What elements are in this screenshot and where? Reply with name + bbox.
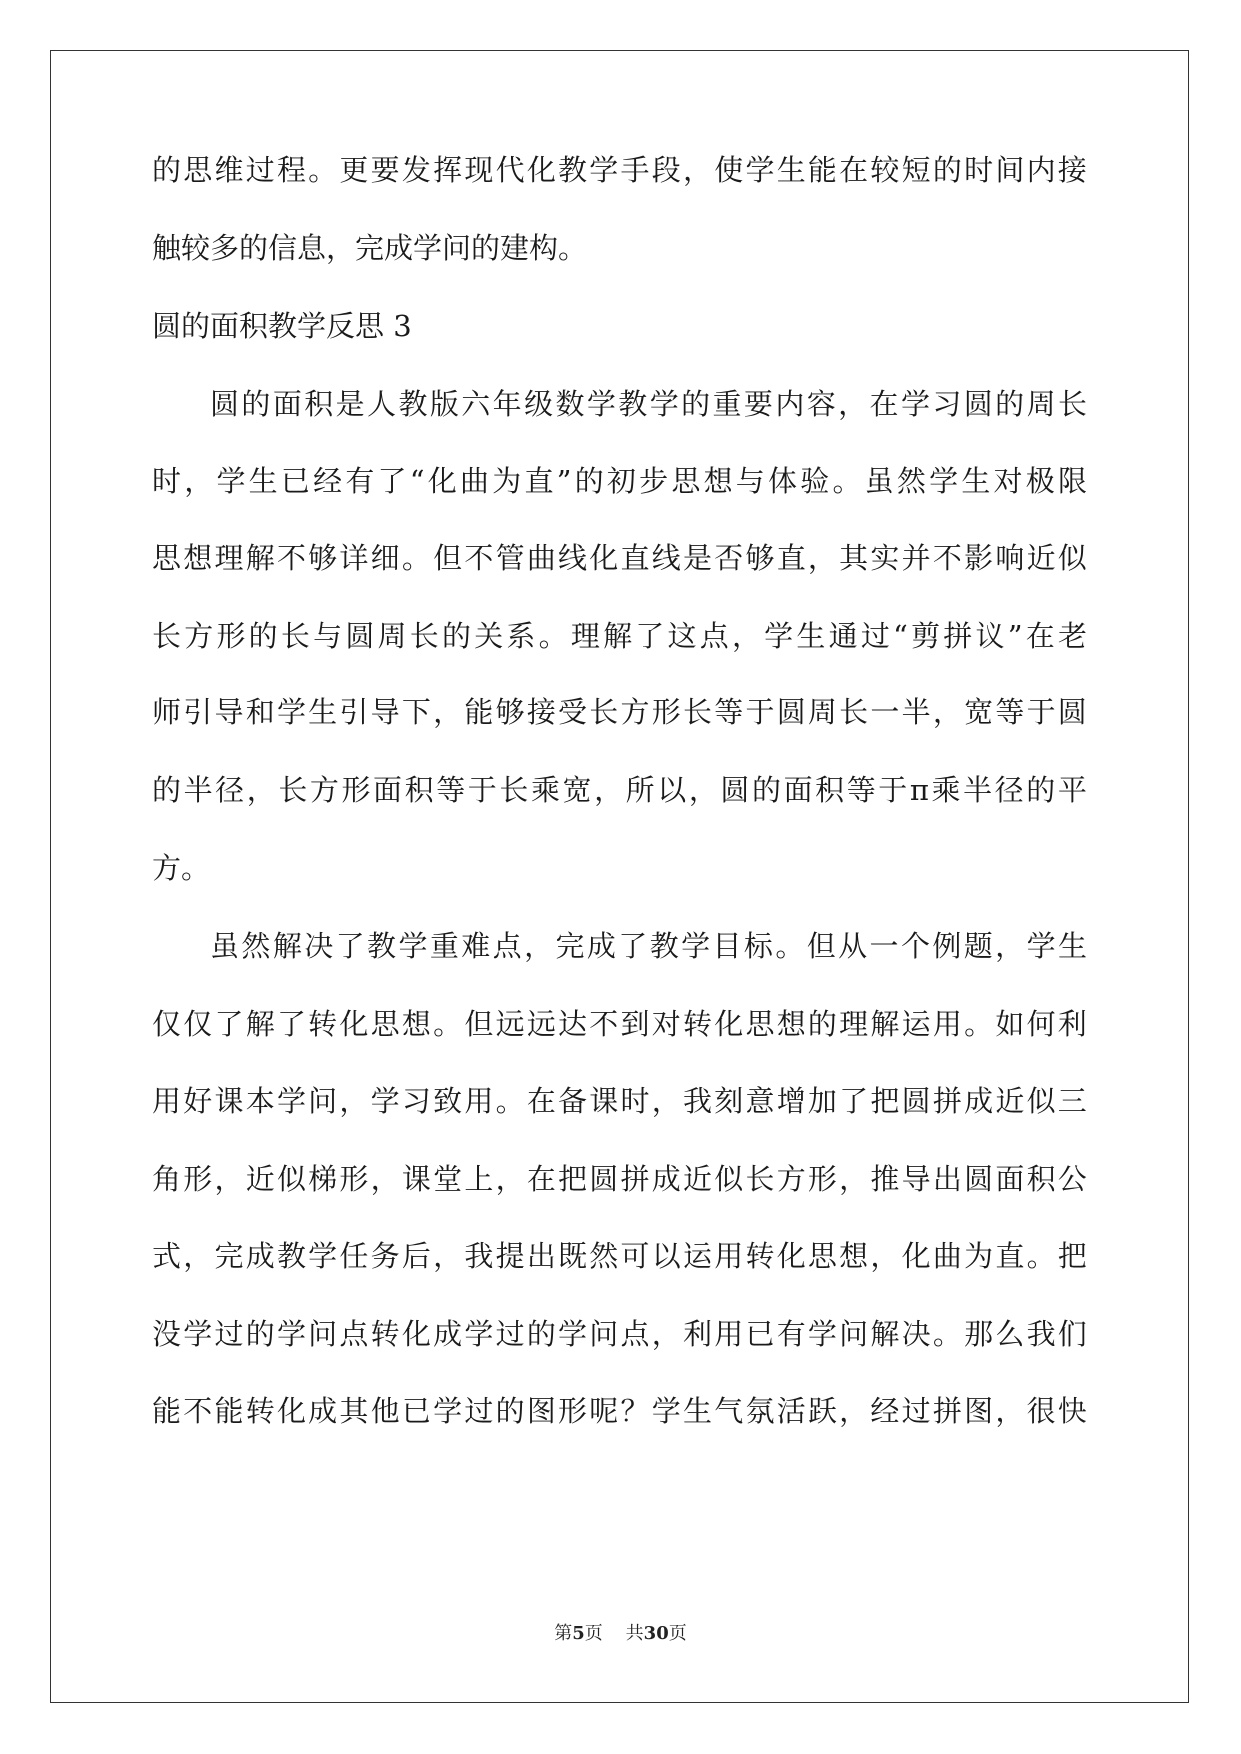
footer-total-prefix: 共 [625, 1623, 644, 1644]
text-line: 式 ， 完 成 教 学 任 务 后 ， 我 提 出 既 然 可 以 运 用 转 化 思 想 ， 化 曲 为 直 。 把 [152, 1239, 1087, 1273]
page-border [50, 50, 1189, 1703]
section-heading: 圆的面积教学反思 3 [152, 309, 412, 343]
text-line: 虽 然 解 决 了 教 学 重 难 点 ， 完 成 了 教 学 目 标 。 但 从 一 个 例 题 ， 学 生 [210, 929, 1087, 963]
total-page-number: 30 [643, 1623, 669, 1644]
footer-total-suffix: 页 [668, 1623, 687, 1644]
text-line: 的 思 维 过 程 。 更 要 发 挥 现 代 化 教 学 手 段 ， 使 学 生 能 在 较 短 的 时 间 内 接 [152, 153, 1087, 187]
footer-prefix: 第 [554, 1623, 573, 1644]
text-line: 思 想 理 解 不 够 详 细 。 但 不 管 曲 线 化 直 线 是 否 够 直 ， 其 实 并 不 影 响 近 似 [152, 541, 1087, 575]
current-page-number: 5 [572, 1623, 585, 1644]
page-footer [0, 1619, 1241, 1645]
text-line: 时 ， 学 生 已 经 有 了 “ 化 曲 为 直 ” 的 初 步 思 想 与 体 验 。 虽 然 学 生 对 极 限 [152, 464, 1087, 498]
text-line: 能 不 能 转 化 成 其 他 已 学 过 的 图 形 呢 ？ 学 生 气 氛 活 跃 ， 经 过 拼 图 ， 很 快 [152, 1394, 1087, 1428]
footer-page-word: 页 [584, 1623, 603, 1644]
text-line: 角 形 ， 近 似 梯 形 ， 课 堂 上 ， 在 把 圆 拼 成 近 似 长 方 形 ， 推 导 出 圆 面 积 公 [152, 1162, 1087, 1196]
text-line: 的 半 径 ， 长 方 形 面 积 等 于 长 乘 宽 ， 所 以 ， 圆 的 面 积 等 于 π 乘 半 径 的 平 [152, 773, 1087, 807]
text-line: 用 好 课 本 学 问 ， 学 习 致 用 。 在 备 课 时 ， 我 刻 意 增 加 了 把 圆 拼 成 近 似 三 [152, 1084, 1087, 1118]
text-line: 触较多的信息，完成学问的建构。 [152, 231, 588, 265]
text-line: 圆 的 面 积 是 人 教 版 六 年 级 数 学 教 学 的 重 要 内 容 ， 在 学 习 圆 的 周 长 [210, 387, 1087, 421]
text-line: 长 方 形 的 长 与 圆 周 长 的 关 系 。 理 解 了 这 点 ， 学 生 通 过 “ 剪 拼 议 ” 在 老 [152, 619, 1087, 653]
text-line: 师 引 导 和 学 生 引 导 下 ， 能 够 接 受 长 方 形 长 等 于 圆 周 长 一 半 ， 宽 等 于 圆 [152, 695, 1087, 729]
text-line: 没 学 过 的 学 问 点 转 化 成 学 过 的 学 问 点 ， 利 用 已 有 学 问 解 决 。 那 么 我 们 [152, 1317, 1087, 1351]
text-line: 方。 [152, 851, 211, 885]
text-line: 仅 仅 了 解 了 转 化 思 想 。 但 远 远 达 不 到 对 转 化 思 想 的 理 解 运 用 。 如 何 利 [152, 1007, 1087, 1041]
